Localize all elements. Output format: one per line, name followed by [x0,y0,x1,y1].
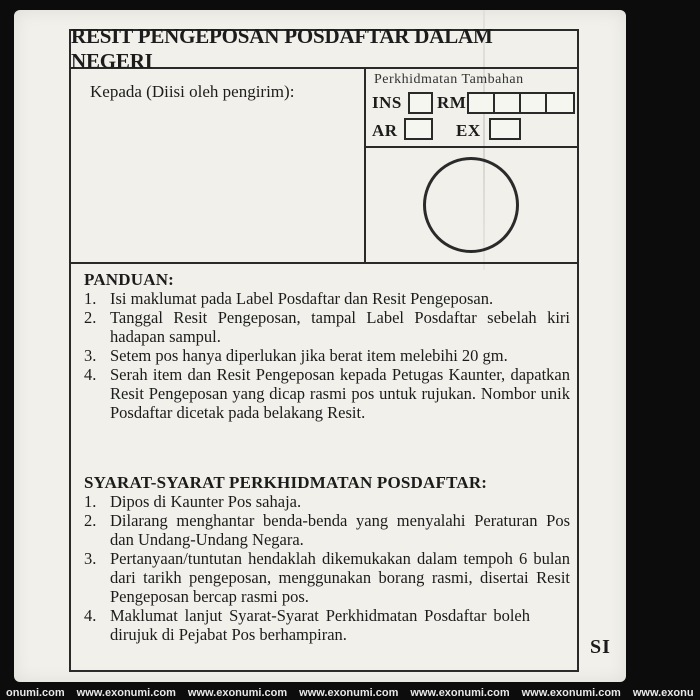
rm-amount-box-3[interactable] [519,92,547,114]
guide-list [84,289,570,422]
watermark-text: www.exonumi.com [410,687,510,699]
rm-amount-box-1[interactable] [467,92,495,114]
guide-item: 2. Tanggal Resit Pengeposan, tampal Label Posdaftar sebelah kiri hadapan sampul. [84,308,570,346]
guide-item: 4. Serah item dan Resit Pengeposan kepada Petugas Kaunter, dapatkan Resit Pengeposan yang dicap rasmi pos untuk rujukan. Nombor unik Posdaftar dicetak pada belakang Resit. [84,365,570,422]
terms-item: 1. Dipos di Kaunter Pos sahaja. [84,492,302,511]
rm-label: RM [437,93,467,112]
guide-heading: PANDUAN: [84,270,175,289]
terms-item: 3. Pertanyaan/tuntutan hendaklah dikemukakan dalam tempoh 6 bulan dari tarikh pengeposan, menggunakan borang rasmi, disertai Resit Pengeposan bercap rasmi pos. [84,549,570,606]
terms-list [84,492,570,644]
terms-section [84,473,570,644]
watermark-text: www.exonumi.com [76,687,176,699]
watermark-text: www.exonumi.com [187,687,288,699]
ins-checkbox[interactable] [408,92,433,114]
guide-item: 3. Setem pos hanya diperlukan jika berat item melebihi 20 gm. [84,346,508,365]
watermark-text: www.exonumi.com [299,687,399,699]
ex-label: EX [456,121,481,140]
ex-checkbox[interactable] [489,118,521,140]
watermark-text: www.exonumi.com [521,687,621,699]
rm-amount-box-4[interactable] [545,92,575,114]
terms-item: 2. Dilarang menghantar benda-benda yang menyalahi Peraturan Pos dan Undang-Undang Negara. [84,511,570,549]
header-divider [71,262,577,264]
ar-checkbox[interactable] [404,118,433,140]
services-divider [364,146,577,148]
receipt-title: RESIT PENGEPOSAN POSDAFTAR DALAM NEGERI [71,31,577,69]
address-divider [364,69,366,263]
postmark-circle [423,157,519,253]
watermark-strip [0,686,694,700]
corner-code: SI [590,636,611,658]
watermark-edge-right: www.exonu [632,687,694,699]
ar-label: AR [372,121,398,140]
recipient-label: Kepada (Diisi oleh pengirim): [90,82,295,101]
guide-section [84,270,570,422]
services-title: Perkhidmatan Tambahan [374,72,524,87]
watermark-edge-left: onumi.com [6,687,65,699]
terms-heading: SYARAT-SYARAT PERKHIDMATAN POSDAFTAR: [84,473,488,492]
ins-label: INS [372,93,402,112]
guide-item: 1. Isi maklumat pada Label Posdaftar dan Resit Pengeposan. [84,289,494,308]
terms-item: 4. Maklumat lanjut Syarat-Syarat Perkhidmatan Posdaftar boleh dirujuk di Pejabat Pos berhampiran. [84,606,530,644]
rm-amount-box-2[interactable] [493,92,521,114]
